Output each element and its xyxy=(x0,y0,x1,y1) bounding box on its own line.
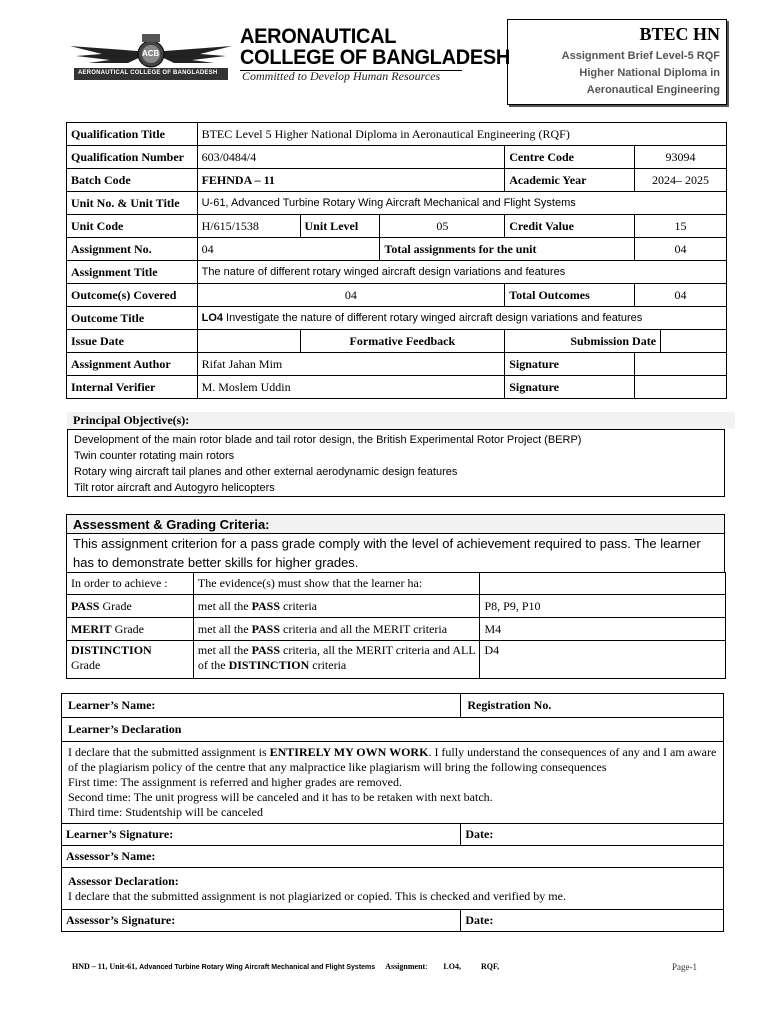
formative-feedback-label: Formative Feedback xyxy=(300,330,505,353)
outcome-title-value: Investigate the nature of different rotary winged aircraft design variations and features xyxy=(223,312,643,324)
btec-box-line3: Aeronautical Engineering xyxy=(586,84,720,96)
assignment-no-label: Assignment No. xyxy=(67,238,198,261)
grading-col1-header: In order to achieve : xyxy=(67,573,194,595)
distinction-evidence-bold1: PASS xyxy=(251,643,281,657)
footer-assignment-colon: : xyxy=(425,962,428,971)
learner-declaration-text xyxy=(62,742,724,824)
distinction-grade-label: DISTINCTION xyxy=(71,643,152,657)
learner-declaration-label: Learner’s Declaration xyxy=(62,718,724,742)
outcome-title-cell xyxy=(197,307,726,330)
pass-criteria: P8, P9, P10 xyxy=(480,595,726,618)
college-name xyxy=(240,26,524,68)
pass-evidence-pre: met all the xyxy=(197,598,252,613)
unit-code-value: H/615/1538 xyxy=(197,215,300,238)
footer-lo: LO4, xyxy=(443,962,461,971)
objective-item: Tilt rotor aircraft and Autogyro helicopters xyxy=(74,482,275,494)
distinction-grade-suffix: Grade xyxy=(71,658,101,672)
batch-code-label: Batch Code xyxy=(67,169,198,192)
pass-grade-label: PASS xyxy=(71,598,100,613)
info-table xyxy=(66,122,727,399)
footer-code: HND – 11, Unit-61, xyxy=(72,962,138,971)
author-signature-label: Signature xyxy=(505,353,635,376)
objectives-heading: Principal Objective(s): xyxy=(67,412,735,429)
learner-signature-label: Learner’s Signature: xyxy=(62,824,461,846)
total-assignments-label: Total assignments for the unit xyxy=(380,238,635,261)
objective-item: Twin counter rotating main rotors xyxy=(74,450,235,462)
academic-year-label: Academic Year xyxy=(505,169,635,192)
total-outcomes-value: 04 xyxy=(635,284,727,307)
unit-no-label: Unit No. & Unit Title xyxy=(67,192,198,215)
centre-code-value: 93094 xyxy=(635,146,727,169)
third-time-consequence: Third time: Studentship will be canceled xyxy=(68,805,263,819)
btec-box xyxy=(507,19,727,105)
merit-grade-label: MERIT xyxy=(71,621,112,636)
college-tagline: Committed to Develop Human Resources xyxy=(242,69,441,83)
distinction-evidence-post: criteria xyxy=(309,658,347,672)
submission-date-label: Submission Date xyxy=(505,330,661,353)
pass-evidence-cell xyxy=(193,595,480,618)
author-signature-value xyxy=(635,353,727,376)
grading-heading: Assessment & Grading Criteria: xyxy=(66,514,725,534)
submission-date-value xyxy=(661,330,727,353)
credit-value-value: 15 xyxy=(635,215,727,238)
unit-level-label: Unit Level xyxy=(300,215,380,238)
author-label: Assignment Author xyxy=(67,353,198,376)
verifier-value: M. Moslem Uddin xyxy=(197,376,505,399)
objective-item: Development of the main rotor blade and tail rotor design, the British Experimental Rotor Project (BERP) xyxy=(74,434,582,446)
grading-table xyxy=(66,572,726,679)
declaration-pre: I declare that the submitted assignment is xyxy=(68,745,270,759)
page-number: Page-1 xyxy=(672,962,697,972)
assignment-title-label: Assignment Title xyxy=(67,261,198,284)
btec-box-line2: Higher National Diploma in xyxy=(579,67,720,79)
assessor-date-label: Date: xyxy=(461,910,724,932)
pass-grade-cell xyxy=(67,595,194,618)
issue-date-label: Issue Date xyxy=(67,330,198,353)
objective-item: Rotary wing aircraft tail planes and other external aerodynamic design features xyxy=(74,466,458,478)
assessor-declaration-label: Assessor Declaration: xyxy=(68,873,179,888)
qualification-title-label: Qualification Title xyxy=(67,123,198,146)
merit-evidence-bold: PASS xyxy=(251,621,281,636)
distinction-evidence-pre: met all the xyxy=(197,643,252,657)
outcome-code: LO4 xyxy=(201,312,223,324)
assessor-signature-label: Assessor’s Signature: xyxy=(62,910,461,932)
college-name-line1: AERONAUTICAL xyxy=(240,25,397,48)
total-assignments-value: 04 xyxy=(635,238,727,261)
college-logo xyxy=(66,30,236,86)
logo-ribbon-text: AERONAUTICAL COLLEGE OF BANGLADESH xyxy=(78,70,218,76)
batch-code-value: FEHNDA – 11 xyxy=(197,169,505,192)
unit-no-value: U-61, Advanced Turbine Rotary Wing Aircraft Mechanical and Flight Systems xyxy=(197,192,726,215)
grading-col2-header: The evidence(s) must show that the learner ha: xyxy=(193,573,480,595)
credit-value-label: Credit Value xyxy=(505,215,635,238)
merit-evidence-post: criteria and all the MERIT criteria xyxy=(280,621,448,636)
outcome-title-label: Outcome Title xyxy=(67,307,198,330)
declaration-post: . I fully understand the consequences of any and I am aware of the plagiarism policy of the centre that any malpractice like plagiarism will bring the following consequences xyxy=(68,745,717,774)
assignment-no-value: 04 xyxy=(197,238,380,261)
assessor-name-label: Assessor’s Name: xyxy=(62,846,724,868)
qualification-number-label: Qualification Number xyxy=(67,146,198,169)
qualification-number-value: 603/0484/4 xyxy=(197,146,505,169)
merit-grade-suffix: Grade xyxy=(111,621,144,636)
footer-rqf: RQF, xyxy=(480,962,500,971)
second-time-consequence: Second time: The unit progress will be canceled and it has to be retaken with next batch. xyxy=(68,790,493,804)
verifier-signature-value xyxy=(635,376,727,399)
grading-intro: This assignment criterion for a pass grade comply with the level of achievement required to pass. The learner has to demonstrate better skills for higher grades. xyxy=(66,534,725,572)
unit-level-value: 05 xyxy=(380,215,505,238)
btec-box-title: BTEC HN xyxy=(639,24,720,44)
unit-code-label: Unit Code xyxy=(67,215,198,238)
declaration-table xyxy=(61,693,724,932)
merit-evidence-cell xyxy=(193,618,480,641)
assignment-title-value: The nature of different rotary winged aircraft design variations and features xyxy=(197,261,726,284)
registration-label: Registration No. xyxy=(461,694,724,718)
centre-code-label: Centre Code xyxy=(505,146,635,169)
objectives-box xyxy=(67,429,725,497)
outcomes-covered-label: Outcome(s) Covered xyxy=(67,284,198,307)
footer xyxy=(72,962,702,971)
merit-evidence-pre: met all the xyxy=(197,621,252,636)
total-outcomes-label: Total Outcomes xyxy=(505,284,635,307)
assessor-declaration xyxy=(62,868,724,910)
footer-unit-title: Advanced Turbine Rotary Wing Aircraft Mechanical and Flight Systems xyxy=(139,964,376,971)
learner-date-label: Date: xyxy=(461,824,724,846)
distinction-evidence-bold2: DISTINCTION xyxy=(228,658,310,672)
merit-criteria: M4 xyxy=(480,618,726,641)
verifier-label: Internal Verifier xyxy=(67,376,198,399)
academic-year-value: 2024– 2025 xyxy=(635,169,727,192)
qualification-title-value: BTEC Level 5 Higher National Diploma in Aeronautical Engineering (RQF) xyxy=(197,123,726,146)
grading-col3-header xyxy=(480,573,726,595)
distinction-evidence-cell xyxy=(193,641,480,679)
pass-evidence-bold: PASS xyxy=(251,598,281,613)
distinction-grade-cell xyxy=(67,641,194,679)
issue-date-value xyxy=(197,330,300,353)
merit-grade-cell xyxy=(67,618,194,641)
declaration-bold: ENTIRELY MY OWN WORK xyxy=(269,745,429,759)
btec-box-line1: Assignment Brief Level-5 RQF xyxy=(561,50,720,62)
pass-evidence-post: criteria xyxy=(280,598,317,613)
college-name-line2: COLLEGE OF BANGLADESH xyxy=(240,46,511,69)
verifier-signature-label: Signature xyxy=(505,376,635,399)
logo-badge: ACB xyxy=(142,49,160,58)
distinction-evidence-mid: criteria, all the MERIT criteria and ALL of the xyxy=(197,643,476,672)
wings-emblem-icon xyxy=(66,30,236,86)
first-time-consequence: First time: The assignment is referred and higher grades are removed. xyxy=(68,775,403,789)
footer-assignment-label: Assignment xyxy=(385,962,426,971)
author-value: Rifat Jahan Mim xyxy=(197,353,505,376)
assessor-declaration-text: I declare that the submitted assignment is not plagiarized or copied. This is checked and verified by me. xyxy=(68,888,566,903)
pass-grade-suffix: Grade xyxy=(99,598,132,613)
distinction-criteria: D4 xyxy=(480,641,726,679)
learner-name-label: Learner’s Name: xyxy=(62,694,461,718)
outcomes-covered-value: 04 xyxy=(197,284,505,307)
